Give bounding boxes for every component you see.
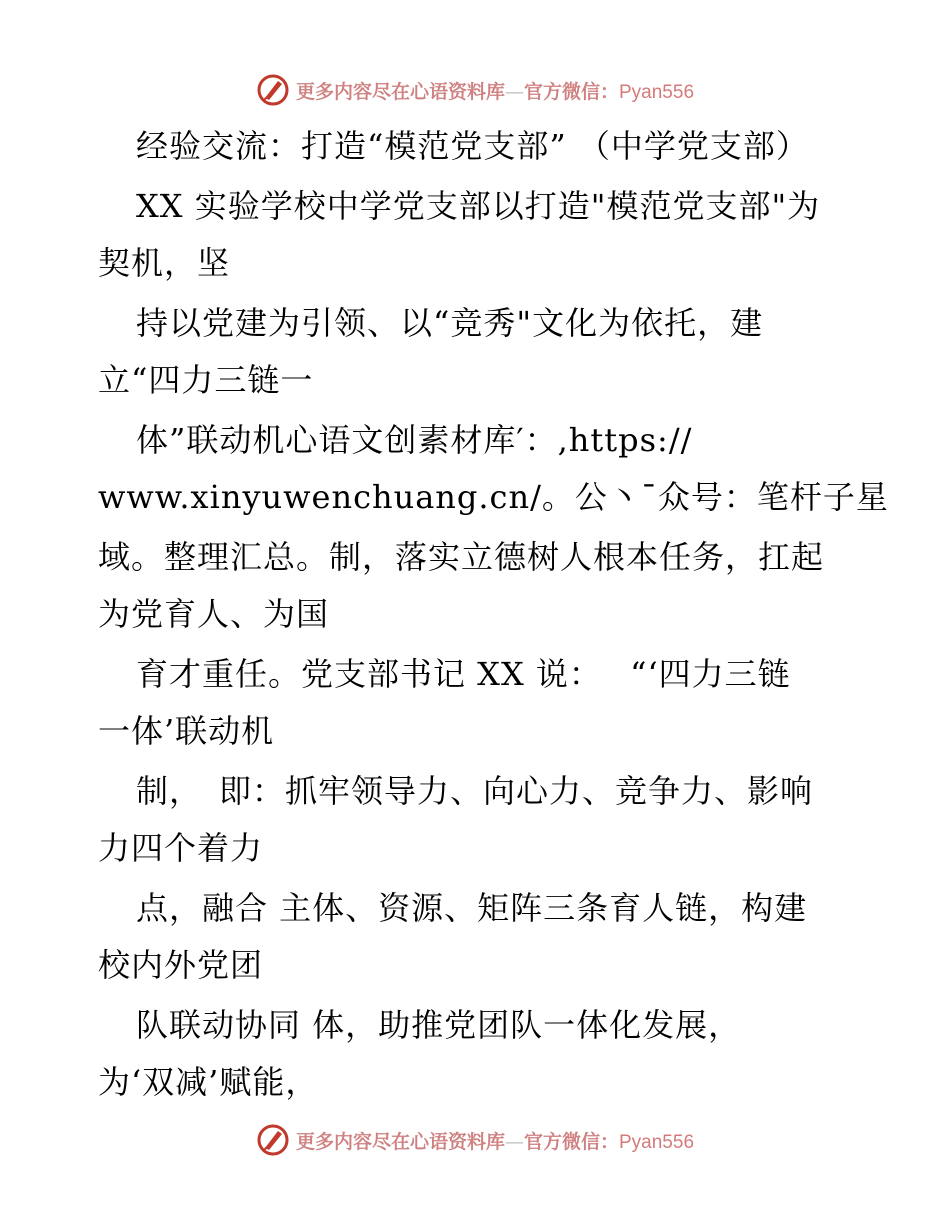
header-banner-title: 更多内容尽在心语资料库 bbox=[295, 80, 505, 103]
text-line: 队联动协同 体，助推党团队一体化发展， bbox=[136, 1006, 742, 1044]
quill-logo-icon bbox=[256, 73, 290, 107]
footer-banner-wechat-label: 官方微信： bbox=[523, 1130, 619, 1153]
text-line: 校内外党团 bbox=[98, 946, 264, 984]
text-line: 力四个着力 bbox=[98, 829, 264, 867]
text-line: 契机，坚 bbox=[98, 244, 231, 282]
footer-banner-title: 更多内容尽在心语资料库 bbox=[295, 1130, 505, 1153]
text-line: 点，融合 主体、资源、矩阵三条育人链，构建 bbox=[136, 889, 808, 927]
footer-banner-text bbox=[296, 1127, 694, 1154]
header-banner bbox=[0, 70, 950, 110]
text-line: 体”联动机心语文创素材库′：,https:// bbox=[136, 421, 693, 459]
header-banner-wechat-id: Pyan556 bbox=[619, 81, 695, 103]
header-banner-text bbox=[296, 77, 694, 104]
article-title: 经验交流：打造“模范党支部” （中学党支部） bbox=[136, 127, 809, 165]
text-line: 持以党建为引领、以“竞秀"文化为依托，建 bbox=[136, 304, 764, 342]
text-line: 为‘双减’赋能， bbox=[98, 1063, 319, 1101]
text-line: 制， 即：抓牢领导力、向心力、竞争力、影响 bbox=[136, 772, 814, 810]
text-line: 一体’联动机 bbox=[98, 712, 275, 750]
quill-logo-icon bbox=[256, 1123, 290, 1157]
text-line: 立“四力三链一 bbox=[98, 361, 314, 399]
text-line: XX 实验学校中学党支部以打造"模范党支部"为 bbox=[136, 187, 821, 225]
header-banner-wechat-label: 官方微信： bbox=[523, 80, 619, 103]
footer-banner bbox=[0, 1120, 950, 1160]
text-line: 域。整理汇总。制，落实立德树人根本任务，扛起 bbox=[98, 538, 825, 576]
header-banner-separator: — bbox=[504, 80, 524, 103]
text-line: www.xinyuwenchuang.cn/。公丶¯众号：笔杆子星 bbox=[98, 478, 889, 516]
footer-banner-wechat-id: Pyan556 bbox=[619, 1131, 695, 1153]
footer-banner-separator: — bbox=[504, 1130, 524, 1153]
text-line: 为党育人、为国 bbox=[98, 595, 330, 633]
text-line: 育才重任。党支部书记 XX 说： “‘四力三链 bbox=[136, 655, 791, 693]
